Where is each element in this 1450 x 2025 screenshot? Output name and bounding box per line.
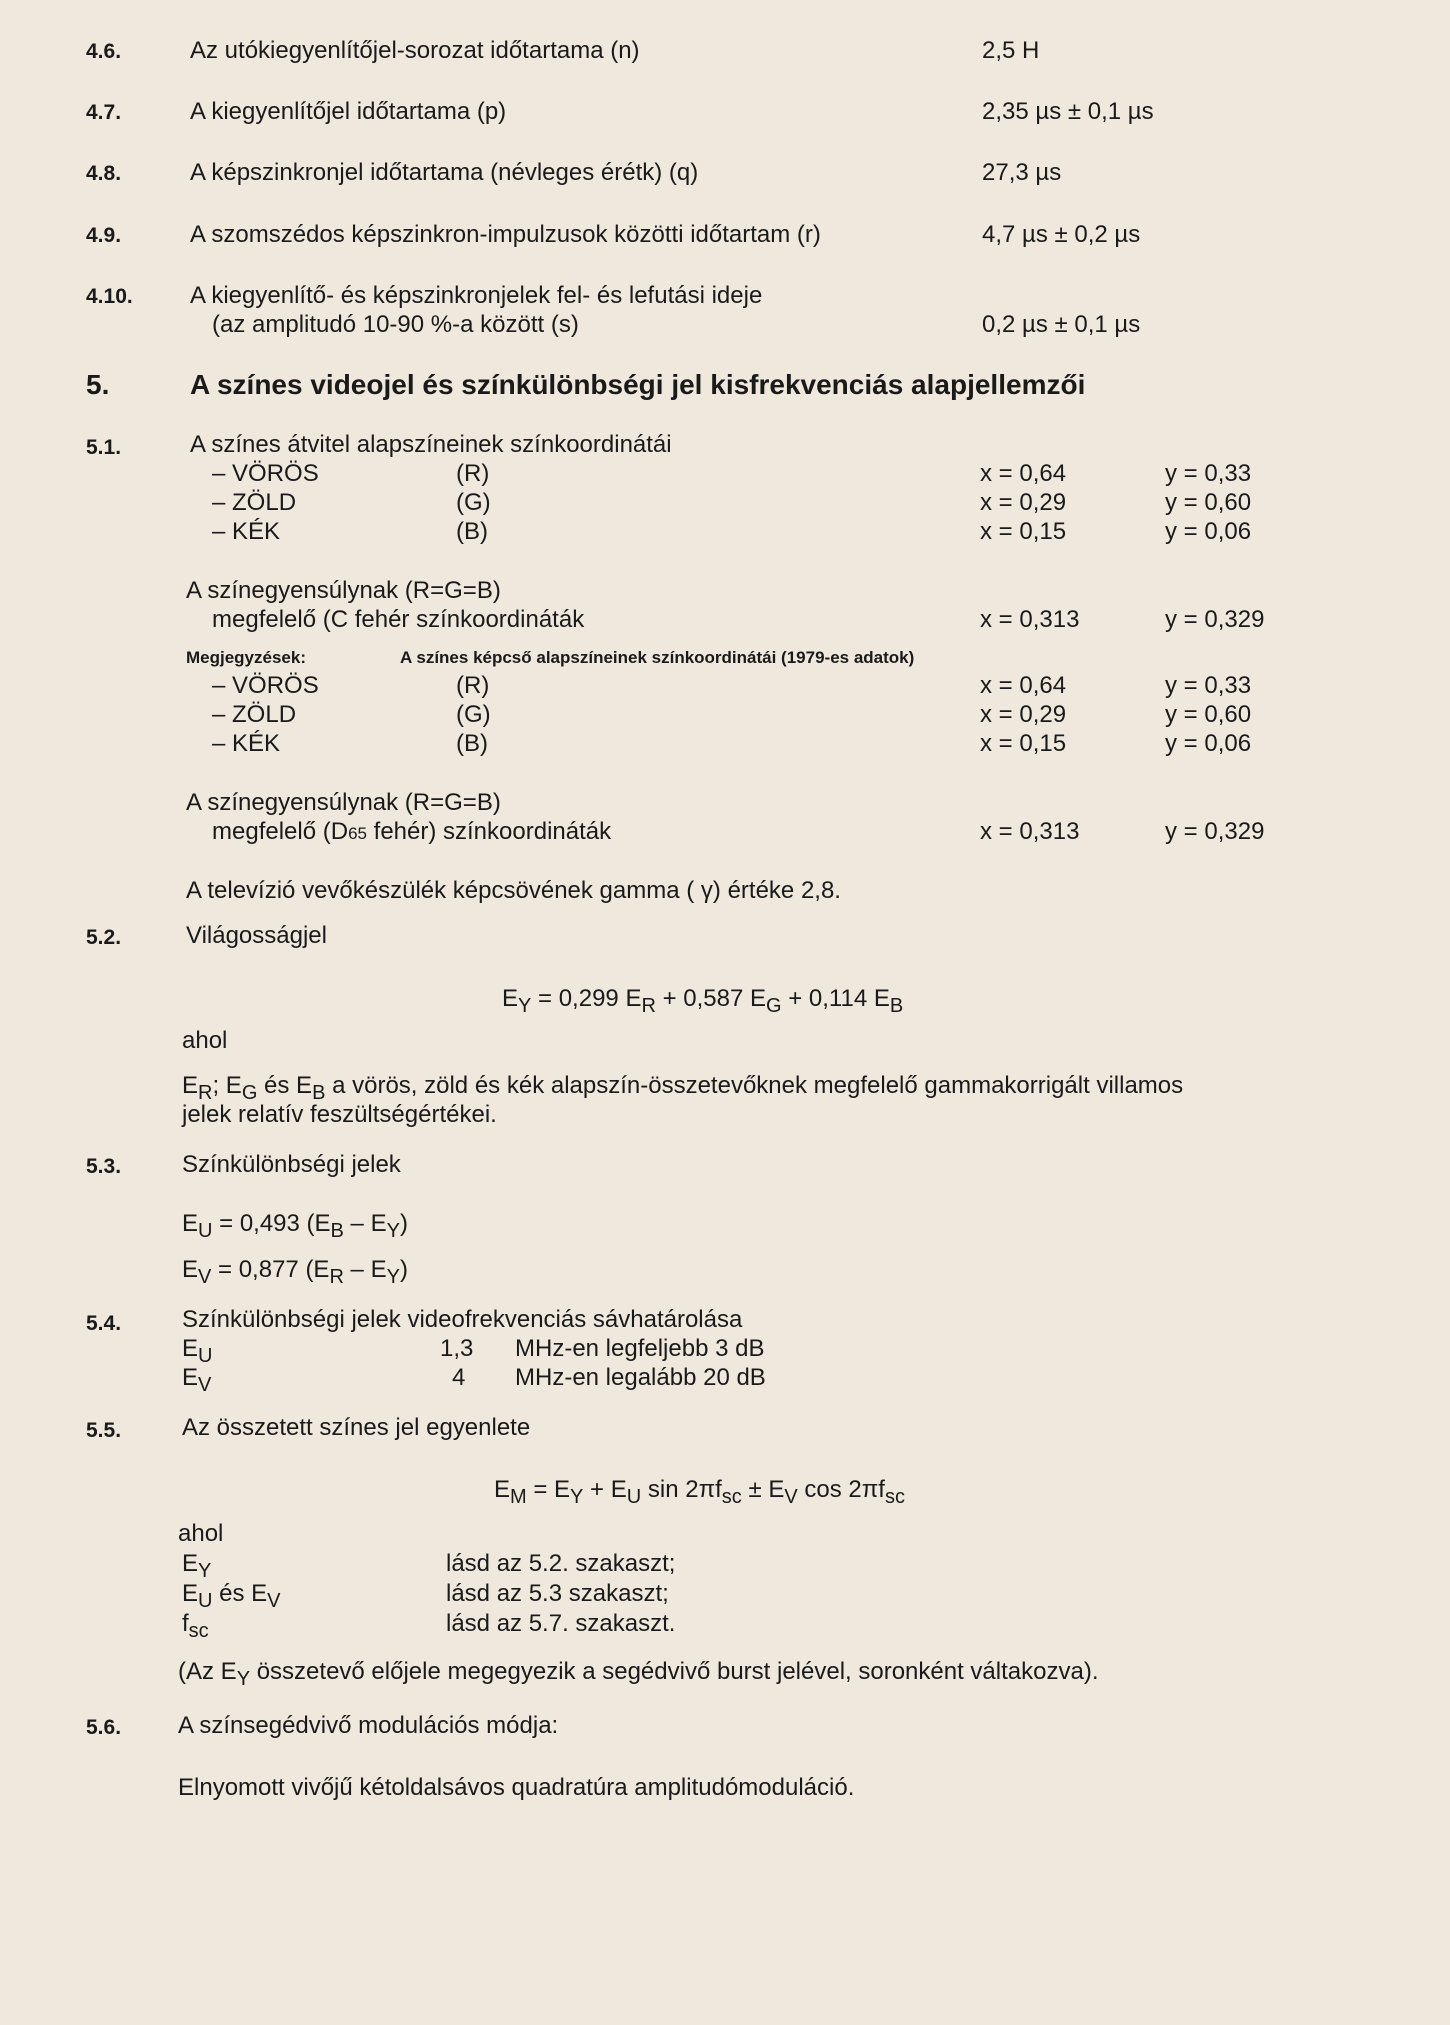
ref-text-eu-ev: lásd az 5.3 szakaszt; — [446, 1580, 669, 1607]
item-number-5-5: 5.5. — [86, 1419, 122, 1442]
item-number-4-6: 4.6. — [86, 40, 122, 63]
ahol-5-2: ahol — [182, 1027, 228, 1054]
ref-text-fsc: lásd az 5.7. szakaszt. — [446, 1610, 676, 1637]
tube-primary-code-red: (R) — [456, 672, 490, 699]
primary-x-blue: x = 0,15 — [980, 518, 1067, 545]
balance2-x: x = 0,313 — [980, 818, 1080, 845]
balance-y: y = 0,329 — [1165, 606, 1265, 633]
tube-primary-name-green: – ZÖLD — [212, 701, 297, 728]
primary-code-blue: (B) — [456, 518, 488, 545]
ref-lhs-ey: $E_Y$ — [182, 1550, 212, 1582]
composite-equation: $E_M = E_Y + E_U$ $\sin 2\pi f_{sc} \pm E_V$ $\cos 2\pi f_{sc}$ — [494, 1476, 905, 1508]
notes-label: Megjegyzések: — [186, 648, 306, 667]
bandlimit-label-v: $E_V$ — [182, 1364, 212, 1396]
item-number-4-9: 4.9. — [86, 224, 122, 247]
item-title-5-6: A színsegédvivő modulációs módja: — [178, 1712, 559, 1739]
u-equation: $E_U = 0,493$ $(E_B - E_Y)$ — [182, 1210, 408, 1242]
ref-lhs-fsc: $f_{sc}$ — [182, 1610, 209, 1642]
primary-name-red: – VÖRÖS — [212, 460, 319, 487]
primary-name-blue: – KÉK — [212, 518, 281, 545]
primary-x-green: x = 0,29 — [980, 489, 1067, 516]
tube-primary-x-green: x = 0,29 — [980, 701, 1067, 728]
item-number-5-2: 5.2. — [86, 926, 122, 949]
item-label-4-10-line1: A kiegyenlítő- és képszinkronjelek fel- és lefutási ideje — [190, 282, 763, 309]
v-equation: $E_V = 0,877$ $(E_R - E_Y)$ — [182, 1256, 408, 1288]
ahol-5-5: ahol — [178, 1520, 224, 1547]
item-title-5-3: Színkülönbségi jelek — [182, 1151, 401, 1178]
bandlimit-value-v: 4 — [452, 1364, 466, 1391]
tube-primary-y-blue: y = 0,06 — [1165, 730, 1252, 757]
item-label-4-10-line2: (az amplitudó 10-90 %-a között (s) — [212, 311, 579, 338]
bandlimit-text-v: MHz-en legalább 20 dB — [515, 1364, 766, 1391]
modulation-text: Elnyomott vivőjű kétoldalsávos quadratúra amplitudómoduláció. — [178, 1774, 855, 1801]
item-value-4-6: 2,5 H — [982, 37, 1040, 64]
item-number-5-3: 5.3. — [86, 1155, 122, 1178]
ref-text-ey: lásd az 5.2. szakaszt; — [446, 1550, 676, 1577]
bandlimit-text-u: MHz-en legfeljebb 3 dB — [515, 1335, 765, 1362]
gamma-text: A televízió vevőkészülék képcsövének gamma ( γ) értéke 2,8. — [186, 877, 841, 904]
primary-name-green: – ZÖLD — [212, 489, 297, 516]
item-value-4-9: 4,7 µs ± 0,2 µs — [982, 221, 1141, 248]
tube-primary-name-red: – VÖRÖS — [212, 672, 319, 699]
item-value-4-8: 27,3 µs — [982, 159, 1062, 186]
primary-y-green: y = 0,60 — [1165, 489, 1252, 516]
item-title-5-4: Színkülönbségi jelek videofrekvenciás sávhatárolása — [182, 1306, 743, 1333]
tube-primary-code-green: (G) — [456, 701, 491, 728]
burst-note: (Az $E_Y$ összetevő előjele megegyezik a segédvivő burst jelével, soronként váltakozva). — [178, 1658, 1099, 1690]
primary-y-red: y = 0,33 — [1165, 460, 1252, 487]
item-label-4-6: Az utókiegyenlítőjel-sorozat időtartama (n) — [190, 37, 640, 64]
primary-code-green: (G) — [456, 489, 491, 516]
balance2-line1: A színegyensúlynak (R=G=B) — [186, 789, 501, 816]
item-label-4-8: A képszinkronjel időtartama (névleges érétk) (q) — [190, 159, 699, 186]
item-label-4-7: A kiegyenlítőjel időtartama (p) — [190, 98, 507, 125]
item-title-5-2: Világosságjel — [186, 922, 327, 949]
primary-x-red: x = 0,64 — [980, 460, 1067, 487]
tube-primary-code-blue: (B) — [456, 730, 488, 757]
item-value-4-7: 2,35 µs ± 0,1 µs — [982, 98, 1154, 125]
description-5-2-line1: $E_R$; $E_G$ és $E_B$ a vörös, zöld és kék alapszín-összetevőknek megfelelő gammakorrigált villamos — [182, 1072, 1184, 1104]
item-title-5-1: A színes átvitel alapszíneinek színkoordinátái — [190, 431, 672, 458]
item-number-4-10: 4.10. — [86, 285, 133, 308]
tube-primary-name-blue: – KÉK — [212, 730, 281, 757]
bandlimit-value-u: 1,3 — [440, 1335, 474, 1362]
item-number-5-6: 5.6. — [86, 1716, 122, 1739]
item-number-5-1: 5.1. — [86, 436, 122, 459]
balance-line2: megfelelő (C fehér színkoordináták — [212, 606, 585, 633]
balance2-y: y = 0,329 — [1165, 818, 1265, 845]
notes-text: A színes képcső alapszíneinek színkoordinátái (1979-es adatok) — [400, 648, 915, 667]
bandlimit-label-u: $E_U$ — [182, 1335, 213, 1367]
primary-y-blue: y = 0,06 — [1165, 518, 1252, 545]
tube-primary-x-red: x = 0,64 — [980, 672, 1067, 699]
section-number-5: 5. — [86, 369, 110, 400]
luminance-equation: $E_Y = 0,299$ $E_R + 0,587$ $E_G + 0,114$ $E_B$ — [502, 985, 904, 1017]
tube-primary-x-blue: x = 0,15 — [980, 730, 1067, 757]
item-number-5-4: 5.4. — [86, 1312, 122, 1335]
tube-primary-y-red: y = 0,33 — [1165, 672, 1252, 699]
balance-x: x = 0,313 — [980, 606, 1080, 633]
item-value-4-10: 0,2 µs ± 0,1 µs — [982, 311, 1141, 338]
primary-code-red: (R) — [456, 460, 490, 487]
tube-primary-y-green: y = 0,60 — [1165, 701, 1252, 728]
section-title-5: A színes videojel és színkülönbségi jel kisfrekvenciás alapjellemzői — [190, 369, 1086, 400]
balance2-line2: megfelelő (D65 fehér) színkoordináták — [212, 818, 612, 845]
ref-lhs-eu-ev: $E_U$ és $E_V$ — [182, 1580, 281, 1612]
item-title-5-5: Az összetett színes jel egyenlete — [182, 1414, 531, 1441]
item-number-4-8: 4.8. — [86, 162, 122, 185]
description-5-2-line2: jelek relatív feszültségértékei. — [182, 1101, 497, 1128]
balance-line1: A színegyensúlynak (R=G=B) — [186, 577, 501, 604]
item-number-4-7: 4.7. — [86, 101, 122, 124]
item-label-4-9: A szomszédos képszinkron-impulzusok közötti időtartam (r) — [190, 221, 821, 248]
